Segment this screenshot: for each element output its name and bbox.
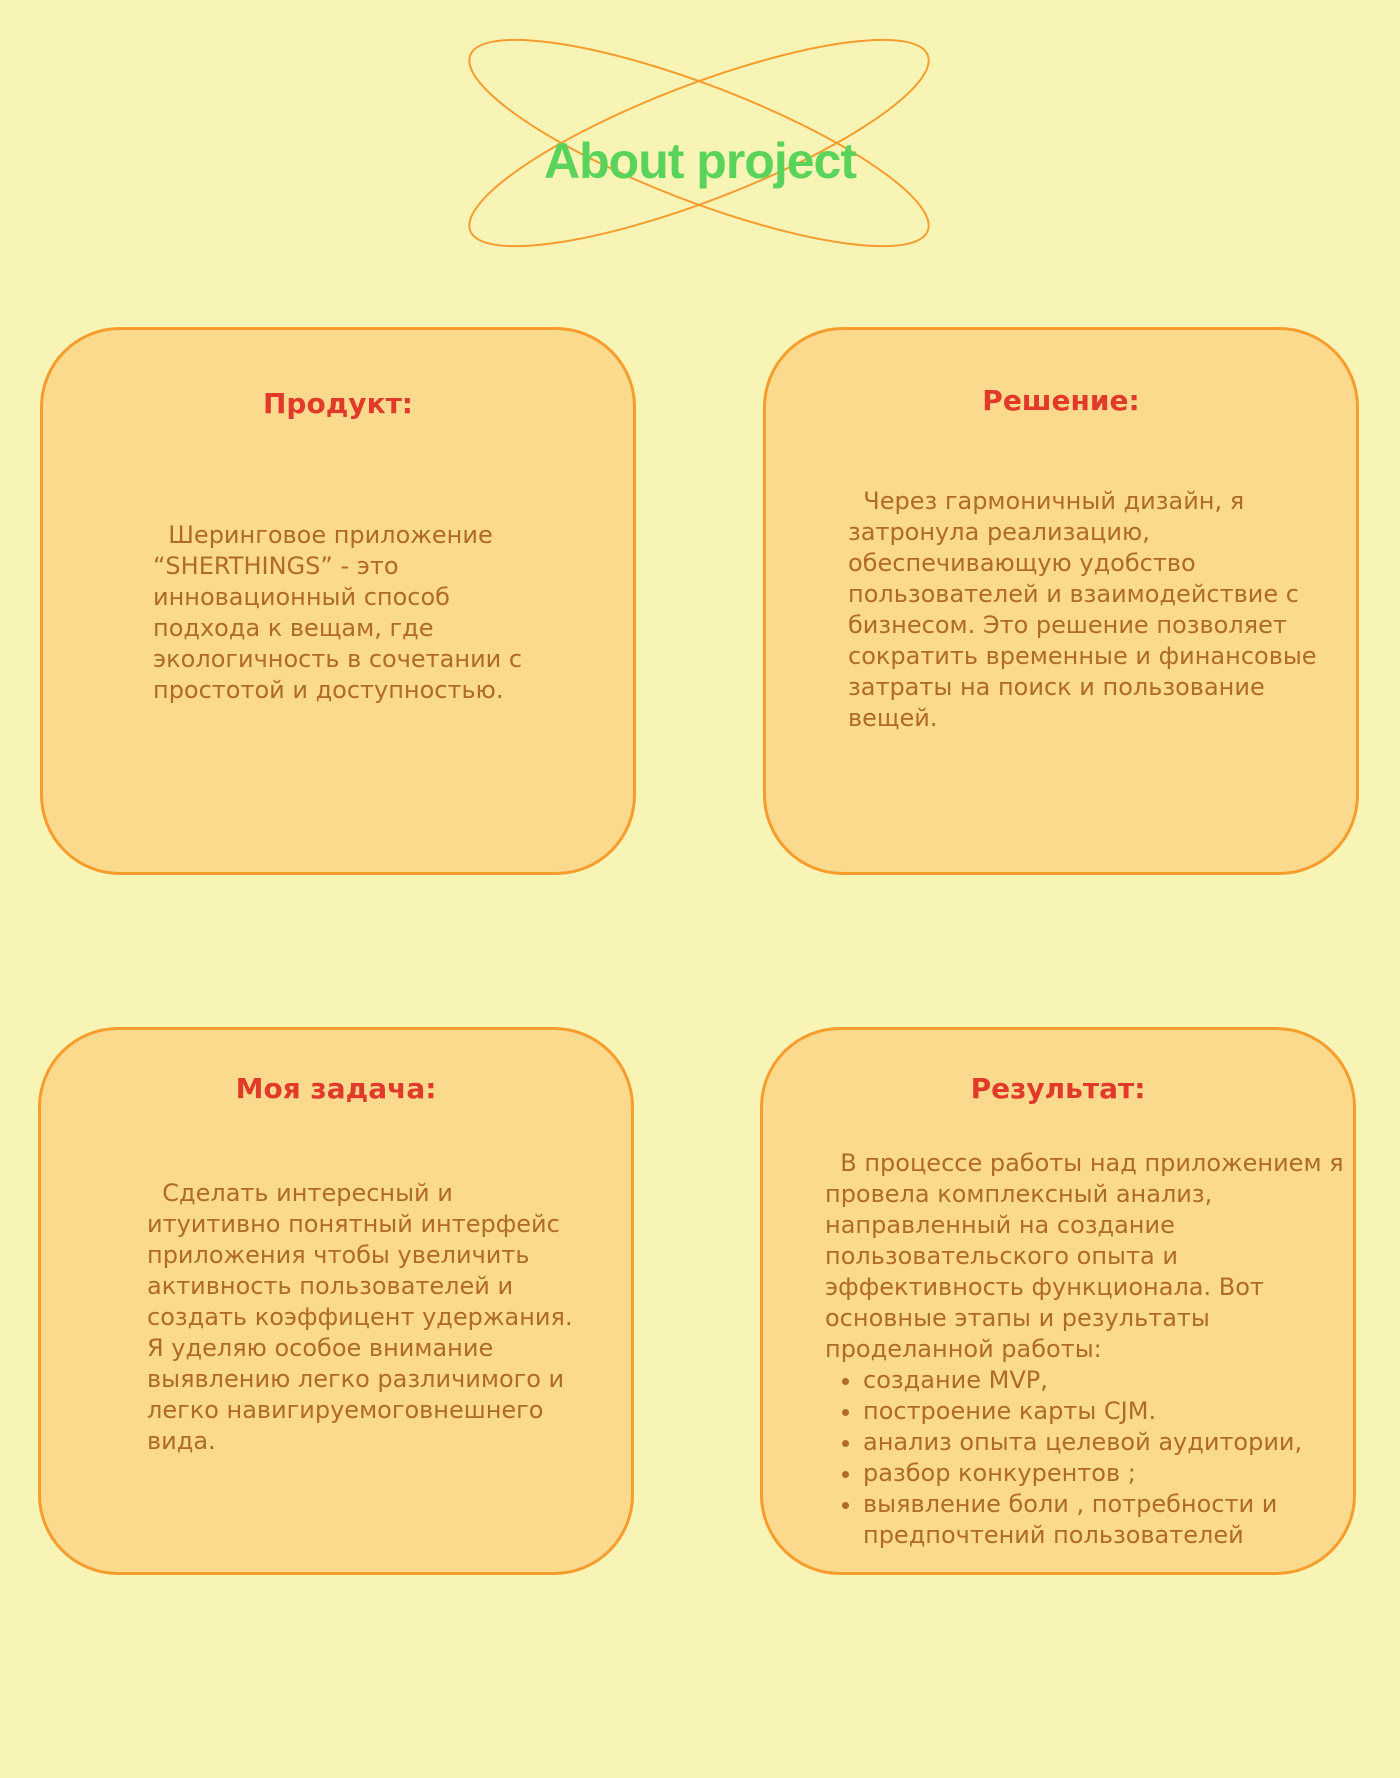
solution-card: [763, 327, 1359, 875]
list-item: • создание MVP,: [863, 1365, 1343, 1396]
solution-card-heading: Решение:: [982, 384, 1140, 417]
list-item: • разбор конкурентов ;: [863, 1458, 1343, 1489]
page-header: [440, 30, 960, 290]
solution-card-text: Через гармоничный дизайн, я затронула реализацию, обеспечивающую удобство пользователей и взаимодействие с бизнесом. Это решение позволяет сократить временные и финансовые затраты на поиск и пользование вещей.: [848, 487, 1325, 732]
product-card-heading: Продукт:: [262, 387, 413, 420]
product-card-text: Шеринговое приложение “SHERTHINGS” - это инновационный способ подхода к вещам, где экологичность в сочетании с простотой и доступностью.: [153, 521, 530, 704]
page-title: About project: [544, 133, 856, 189]
list-item: • анализ опыта целевой аудитории,: [863, 1427, 1343, 1458]
result-card-text: В процессе работы над приложением я провела комплексный анализ, направленный на создание пользовательского опыта и эффективность функционала. Вот основные этапы и результаты проделанной работы:: [825, 1149, 1352, 1363]
product-card: [40, 327, 636, 875]
task-card-text: Сделать интересный и итуитивно понятный интерфейс приложения чтобы увеличить активность пользователей и создать коэффицент удержания. Я уделяю особое внимание выявлению легко различимого и легко навигируемоговнешнего вида.: [147, 1179, 581, 1455]
result-card: [760, 1027, 1356, 1575]
result-list: [825, 1365, 1343, 1551]
task-card: [38, 1027, 634, 1575]
list-item: • построение карты CJM.: [863, 1396, 1343, 1427]
list-item: • выявление боли , потребности и предпочтений пользователей: [863, 1489, 1343, 1551]
task-card-heading: Моя задача:: [235, 1072, 437, 1105]
result-card-heading: Результат:: [970, 1072, 1146, 1105]
